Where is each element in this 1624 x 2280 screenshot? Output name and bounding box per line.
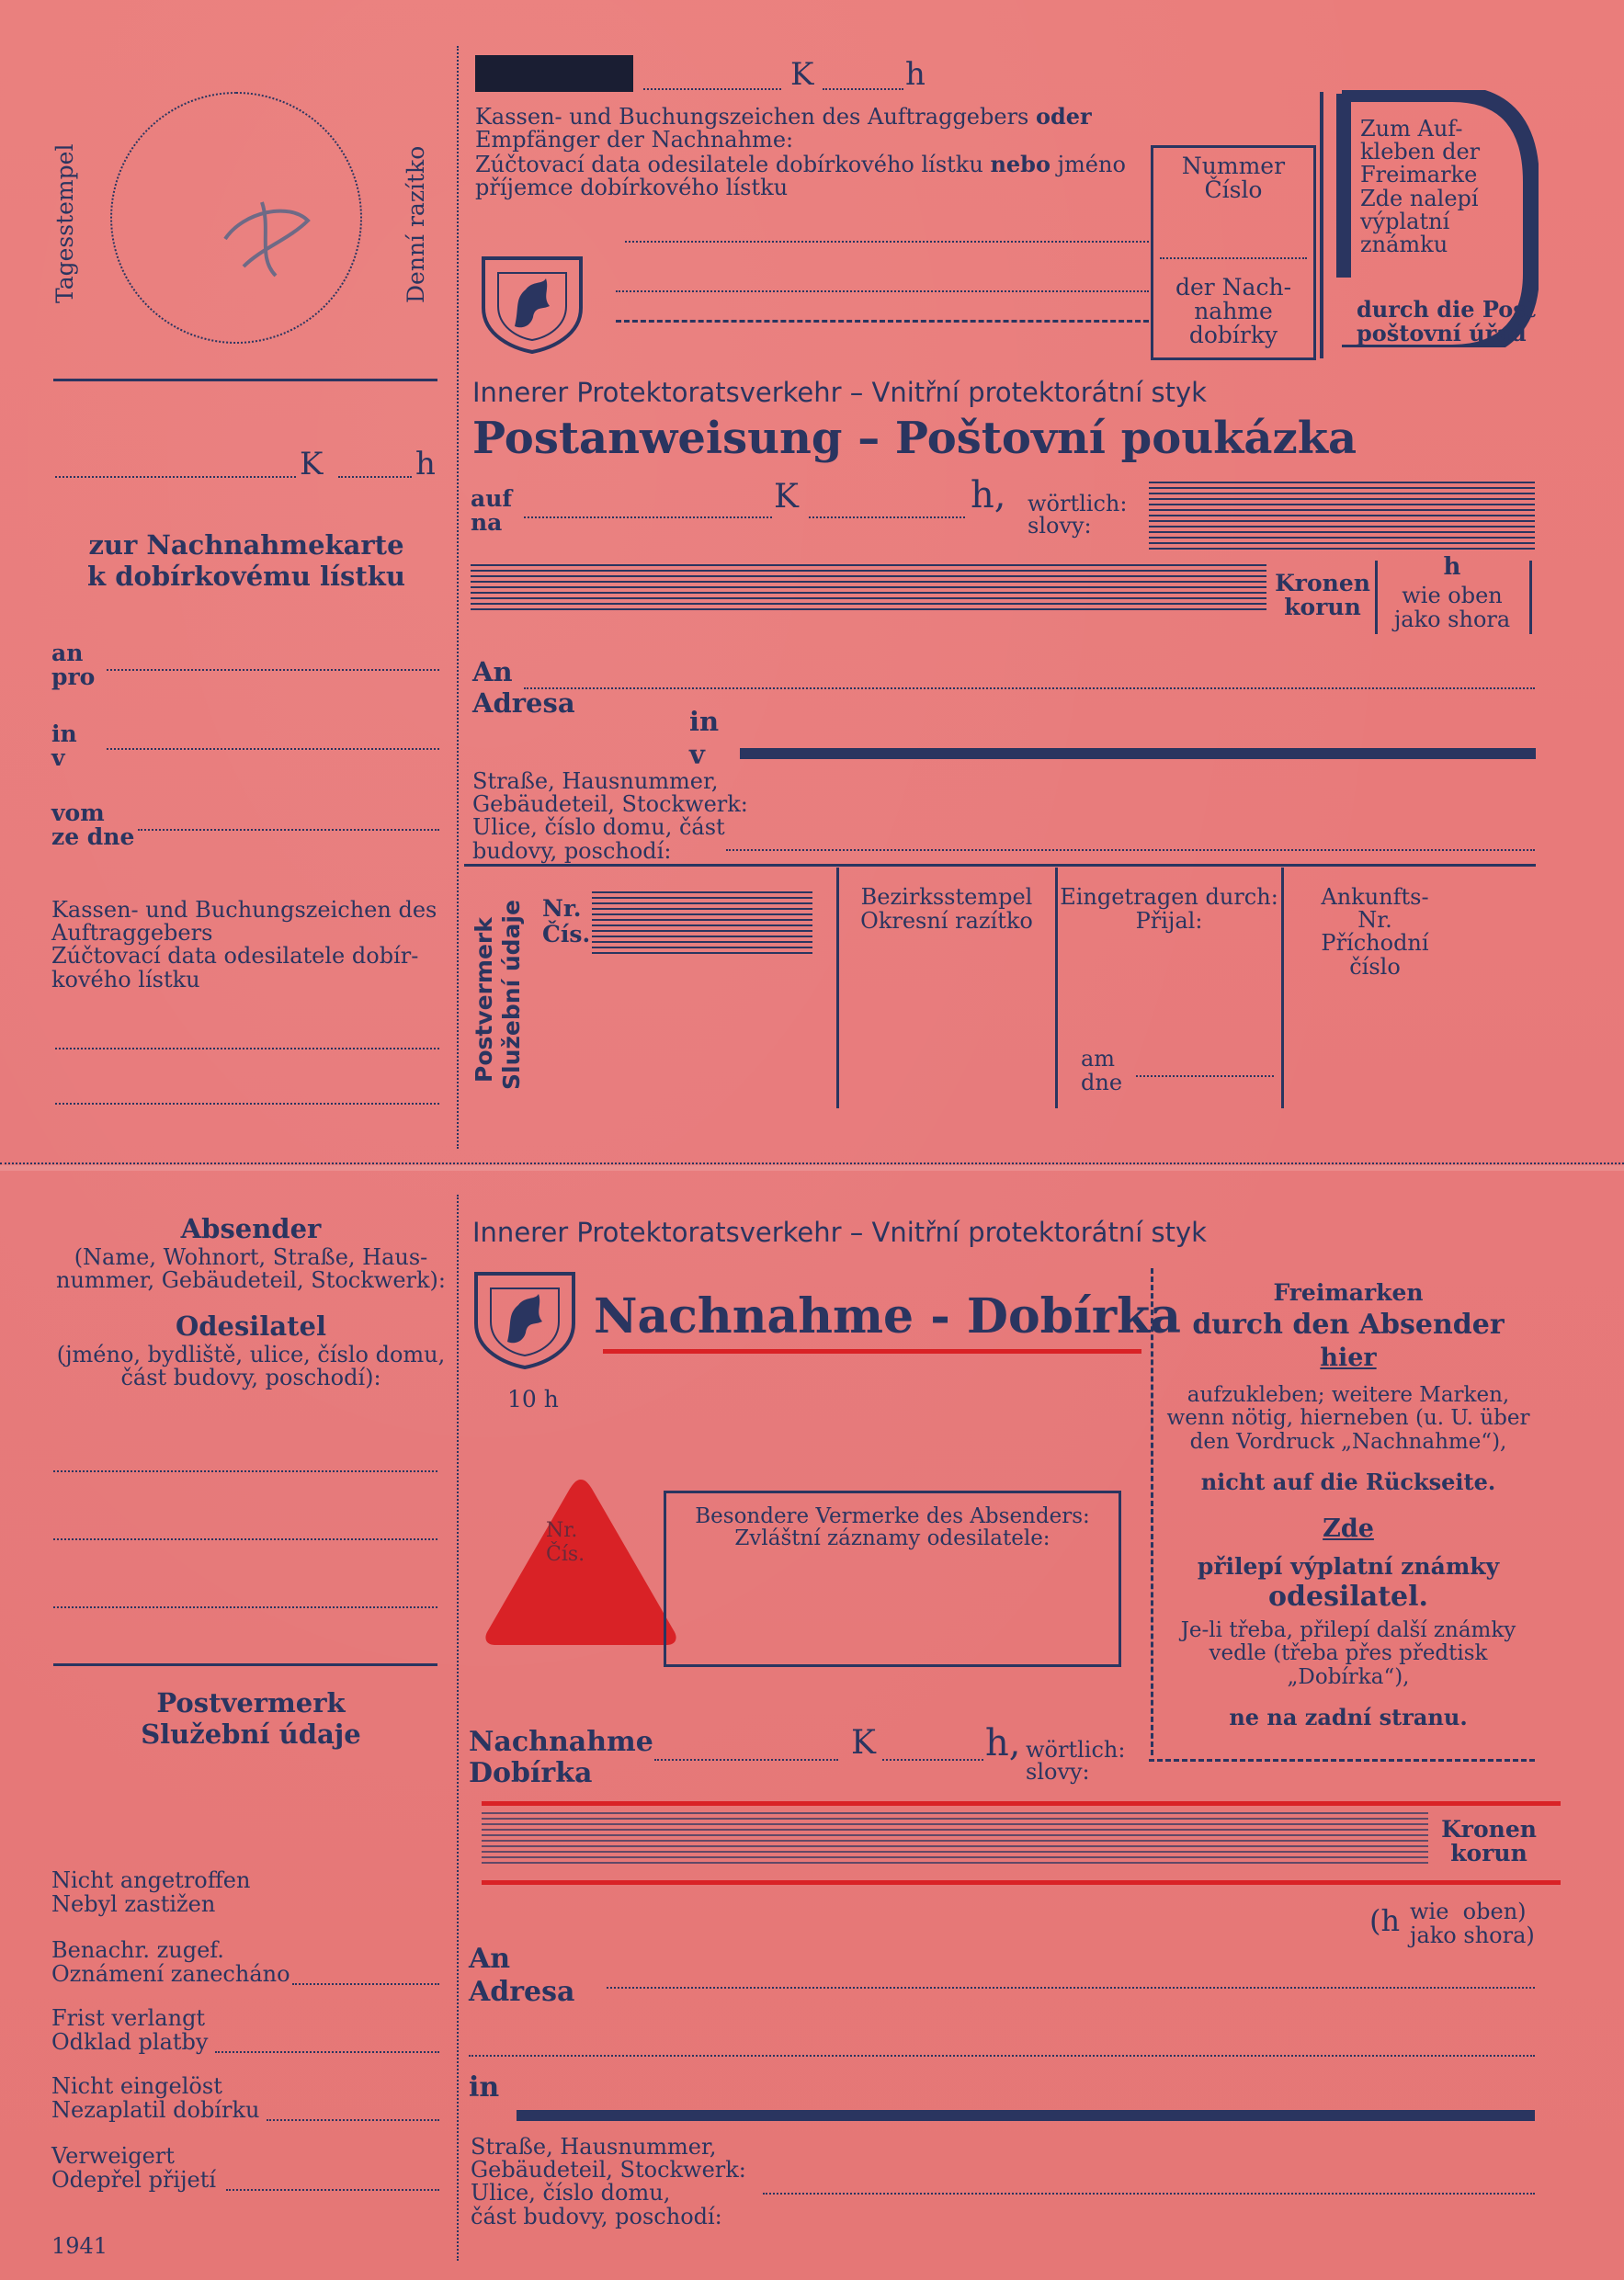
coat-of-arms-icon (478, 253, 586, 354)
year-label: 1941 (51, 2233, 108, 2259)
stamp-box-text (1360, 118, 1480, 256)
h-label: h (905, 56, 926, 93)
street-line-4: budovy, poschodí: (472, 837, 672, 864)
absender-desc (53, 1246, 449, 1292)
note-1b: Nebyl zastižen (51, 1891, 216, 1917)
note-5a: Verweigert (51, 2143, 175, 2169)
an-label-top: An (472, 656, 513, 687)
h-label-3: h (1443, 553, 1461, 581)
durch-absender: durch den Absender (1192, 1309, 1505, 1341)
address-bottom-dots-1 (607, 1987, 1535, 1989)
nr-label-top: Nr. (542, 895, 582, 922)
postanweisung-title: Postanweisung – Poštovní poukázka (472, 413, 1357, 464)
left-dots-in (107, 748, 439, 750)
note-3b: Odklad platby (51, 2029, 209, 2055)
left-divider-top (53, 379, 437, 381)
postvermerk-vertical: Postvermerk (471, 917, 497, 1083)
adresa-label-bottom: Adresa (469, 1976, 575, 2008)
dobirka-dots-2 (882, 1759, 983, 1761)
sluzebni-heading: Služební údaje (141, 1719, 361, 1750)
dobirka-kronen: Kronen (1441, 1816, 1537, 1843)
street-text-top (472, 770, 748, 863)
stamp-text-1: Zum Auf- (1360, 116, 1463, 142)
street-bottom-2: Gebäudeteil, Stockwerk: (471, 2157, 746, 2184)
left-in: in (51, 720, 77, 747)
cashier-dots-2 (616, 290, 1149, 292)
left-cash-1: Kassen- und Buchungszeichen des (51, 897, 437, 923)
k-label: K (790, 56, 814, 93)
an-label-bottom: An (469, 1943, 511, 1975)
auf-label: auf (471, 485, 513, 512)
nachnahme-title: Nachnahme - Dobírka (594, 1288, 1181, 1344)
stamp-text-4: Zde nalepí (1360, 185, 1479, 211)
nachnahme-label: Nachnahme (469, 1726, 653, 1758)
perforation-vertical-bottom (457, 1195, 459, 2261)
street-bottom-3: Ulice, číslo domu, (471, 2180, 671, 2206)
title-underline (603, 1349, 1141, 1354)
postvermerk-heading: Postvermerk (156, 1687, 346, 1719)
street-line-1: Straße, Hausnummer, (472, 768, 719, 794)
aufz-2: wenn nötig, hierneben (u. U. über (1166, 1406, 1530, 1431)
wie-oben-top: wie oben (1402, 583, 1503, 608)
left-v: v (51, 744, 65, 771)
remarks-label-2: Zvláštní záznamy odesilatele: (734, 1526, 1050, 1550)
k-label-2: K (774, 478, 799, 516)
h-label-2: h, (971, 474, 1006, 516)
amount-dots-top (643, 88, 781, 90)
note-4-dots (267, 2119, 439, 2121)
dne-label: dne (1081, 1070, 1123, 1095)
postovni-urad: poštovní úřad (1357, 320, 1527, 346)
perforation-vertical-top (457, 46, 459, 1149)
left-heading-2: k dobírkovému lístku (87, 561, 405, 592)
date-dots (1136, 1075, 1274, 1077)
absender-heading: Absender (180, 1213, 322, 1244)
in-label-top: in (689, 706, 720, 737)
ode-cz-2: část budovy, poschodí): (120, 1365, 381, 1391)
durch-post: durch die Post (1357, 296, 1536, 323)
dobirka-h: h, (985, 1722, 1021, 1764)
jako-shora-bottom: jako shora) (1410, 1923, 1535, 1948)
korun-label: korun (1284, 594, 1361, 620)
left-h-dots (338, 476, 412, 478)
street-text-bottom (471, 2136, 746, 2229)
left-divider-bottom (53, 1663, 437, 1666)
ne-na: ne na zadní stranu. (1229, 1704, 1468, 1730)
dobirka-k: K (851, 1724, 876, 1762)
left-dots-an (107, 669, 439, 671)
stamp-area-border (1151, 1268, 1153, 1755)
cashier-text-1: Kassen- und Buchungszeichen des Auftraggebers oder (475, 103, 1092, 130)
nicht-auf: nicht auf die Rückseite. (1200, 1469, 1496, 1495)
address-bottom-dots-2 (469, 2055, 1535, 2057)
left-cash-3: Zúčtovací data odesilatele dobír- (51, 943, 419, 970)
coat-of-arms-bottom-icon (471, 1268, 579, 1369)
note-3-dots (215, 2051, 439, 2053)
nr-hatch (592, 891, 812, 954)
street-line-3: Ulice, číslo domu, část (472, 814, 725, 841)
h-paren: (h (1369, 1903, 1401, 1938)
odesilatel-heading: Odesilatel (175, 1310, 326, 1342)
stamp-label-de: Tagesstempel (51, 143, 78, 303)
jeli-text (1160, 1619, 1537, 1689)
left-cash-dots-2 (55, 1103, 439, 1105)
fold-shadow (0, 1165, 1624, 1171)
note-5b: Odepřel přijetí (51, 2167, 217, 2193)
street-bottom-dots (763, 2193, 1535, 2195)
stamp-box-left (1320, 92, 1323, 358)
cashier-text-2: Empfänger der Nachnahme: (475, 127, 794, 153)
eingetragen-2: Přijal: (1135, 908, 1203, 934)
eingetragen-1: Eingetragen durch: (1060, 884, 1278, 910)
dobirka-dots-1 (654, 1759, 838, 1761)
price-label: 10 h (507, 1386, 559, 1412)
slovy-label: slovy: (1028, 513, 1092, 539)
fold-line (0, 1163, 1624, 1164)
amount-dots-1 (524, 516, 772, 518)
address-town-bar (740, 748, 1536, 759)
stamp-text-3: Freimarke (1360, 162, 1478, 188)
street-line-2: Gebäudeteil, Stockwerk: (472, 791, 748, 818)
left-cash-dots-1 (55, 1048, 439, 1049)
left-h: h (415, 446, 436, 482)
aufzukleben-text (1160, 1384, 1537, 1454)
jako-shora-top: jako shora (1393, 607, 1511, 632)
note-2a: Benachr. zugef. (51, 1937, 224, 1963)
adresa-label-top: Adresa (472, 687, 575, 719)
note-4a: Nicht eingelöst (51, 2073, 222, 2099)
hier: hier (1320, 1344, 1377, 1372)
left-pro: pro (51, 664, 96, 690)
amount-dots-2 (809, 516, 965, 518)
red-rule-2 (482, 1880, 1561, 1885)
sender-dots-1 (53, 1470, 437, 1472)
triangle-nr: Nr. (546, 1519, 578, 1542)
left-an: an (51, 640, 84, 666)
traffic-heading-bottom: Innerer Protektoratsverkehr – Vnitřní protektorátní styk (472, 1217, 1207, 1248)
aufz-3: den Vordruck „Nachnahme“), (1189, 1429, 1507, 1454)
v-label-top: v (689, 739, 705, 770)
nach-label-3: dobírky (1188, 322, 1278, 348)
note-3a: Frist verlangt (51, 2005, 206, 2031)
zde: Zde (1323, 1514, 1374, 1543)
note-5-dots (226, 2189, 439, 2191)
ankunft-text (1283, 886, 1467, 979)
left-cash-4: kového lístku (51, 966, 200, 993)
cashier-dash (616, 320, 1149, 323)
handwritten-mark (207, 184, 326, 285)
dobirka-slovy: slovy: (1026, 1759, 1090, 1785)
nach-label-2: nahme (1194, 298, 1273, 324)
ankunft-3: Příchodní (1321, 930, 1429, 957)
dobirka-wortlich: wörtlich: (1026, 1737, 1126, 1763)
stamp-text-2: kleben der (1360, 139, 1481, 165)
left-heading-1: zur Nachnahmekarte (88, 529, 404, 561)
h-dots (823, 88, 903, 90)
street-bottom-4: část budovy, poschodí: (471, 2203, 722, 2229)
abs-de-2: nummer, Gebäudeteil, Stockwerk): (56, 1267, 446, 1294)
kronen-divider-1 (1375, 561, 1378, 634)
note-4b: Nezaplatil dobírku (51, 2097, 260, 2123)
cashier-text-3: Zúčtovací data odesilatele dobírkového lístku nebo jméno (475, 151, 1126, 177)
redaction-bar (475, 55, 633, 92)
na-label: na (471, 509, 503, 536)
red-rule-1 (482, 1801, 1561, 1806)
note-1a: Nicht angetroffen (51, 1867, 251, 1893)
town-bar-bottom (517, 2110, 1535, 2121)
number-dots (1160, 257, 1307, 259)
cislo-label: Číslo (1204, 176, 1263, 203)
cashier-text-4: příjemce dobírkového lístku (475, 175, 789, 200)
left-k: K (300, 446, 324, 482)
address-dots-1 (524, 687, 1535, 689)
bezirk-2: Okresní razítko (860, 908, 1033, 934)
note-2-dots (292, 1983, 439, 1985)
note-2b: Oznámení zanecháno (51, 1961, 290, 1987)
abs-de-1: (Name, Wohnort, Straße, Haus- (74, 1244, 428, 1270)
aufz-1: aufzukleben; weitere Marken, (1187, 1383, 1510, 1407)
wie-oben-bottom: wie oben) (1410, 1899, 1527, 1924)
stamp-label-cz: Denní razítko (403, 145, 429, 303)
stamp-text-6: známku (1360, 231, 1448, 257)
prilepi: přilepí výplatní známky (1197, 1553, 1500, 1580)
odesilatel: odesilatel. (1268, 1581, 1428, 1613)
service-divider-top (464, 864, 1536, 867)
stamp-text-5: výplatní (1360, 208, 1450, 234)
dobirka-hatch (482, 1812, 1428, 1864)
triangle-cis: Čís. (546, 1543, 585, 1566)
wortlich-label: wörtlich: (1028, 491, 1128, 516)
ode-cz-1: (jméno, bydliště, ulice, číslo domu, (56, 1342, 446, 1367)
dobirka-dash (1149, 1759, 1535, 1762)
bezirk-1: Bezirksstempel (860, 884, 1033, 910)
odesilatel-desc (53, 1344, 449, 1390)
kronen-divider-2 (1529, 561, 1532, 634)
amount-words-hatch-2 (471, 564, 1266, 610)
jeli-1: Je-li třeba, přilepí další známky (1180, 1618, 1516, 1642)
left-dots-vom (138, 829, 439, 831)
dobirka-label: Dobírka (469, 1757, 593, 1789)
left-cash-2: Auftraggebers (51, 920, 213, 947)
ankunft-4: číslo (1349, 953, 1401, 980)
remarks-label-1: Besondere Vermerke des Absenders: (695, 1504, 1090, 1528)
left-cash-text (51, 899, 437, 992)
sluzebni-vertical: Služební údaje (498, 900, 525, 1090)
left-ze-dne: ze dne (51, 823, 135, 850)
street-dots (726, 849, 1535, 851)
left-vom: vom (51, 800, 105, 826)
cis-label-top: Čís. (542, 921, 591, 947)
jeli-3: „Dobírka“), (1287, 1664, 1410, 1689)
cashier-dots-1 (625, 241, 1149, 243)
am-label: am (1081, 1046, 1116, 1072)
jeli-2: vedle (třeba přes předtisk (1209, 1641, 1488, 1666)
ankunft-1: Ankunfts- (1321, 884, 1429, 910)
dobirka-korun: korun (1450, 1840, 1527, 1866)
nach-label-1: der Nach- (1175, 274, 1292, 301)
sender-dots-3 (53, 1606, 437, 1608)
nummer-label: Nummer (1181, 153, 1286, 179)
traffic-heading-top: Innerer Protektoratsverkehr – Vnitřní protektorátní styk (472, 377, 1207, 408)
amount-words-hatch-1 (1149, 482, 1535, 550)
freimarken: Freimarken (1273, 1279, 1424, 1306)
sender-dots-2 (53, 1538, 437, 1540)
street-bottom-1: Straße, Hausnummer, (471, 2134, 717, 2160)
kronen-label: Kronen (1275, 570, 1370, 596)
ankunft-2: Nr. (1357, 907, 1392, 934)
left-amount-dots (55, 476, 296, 478)
in-label-bottom: in (469, 2071, 500, 2104)
